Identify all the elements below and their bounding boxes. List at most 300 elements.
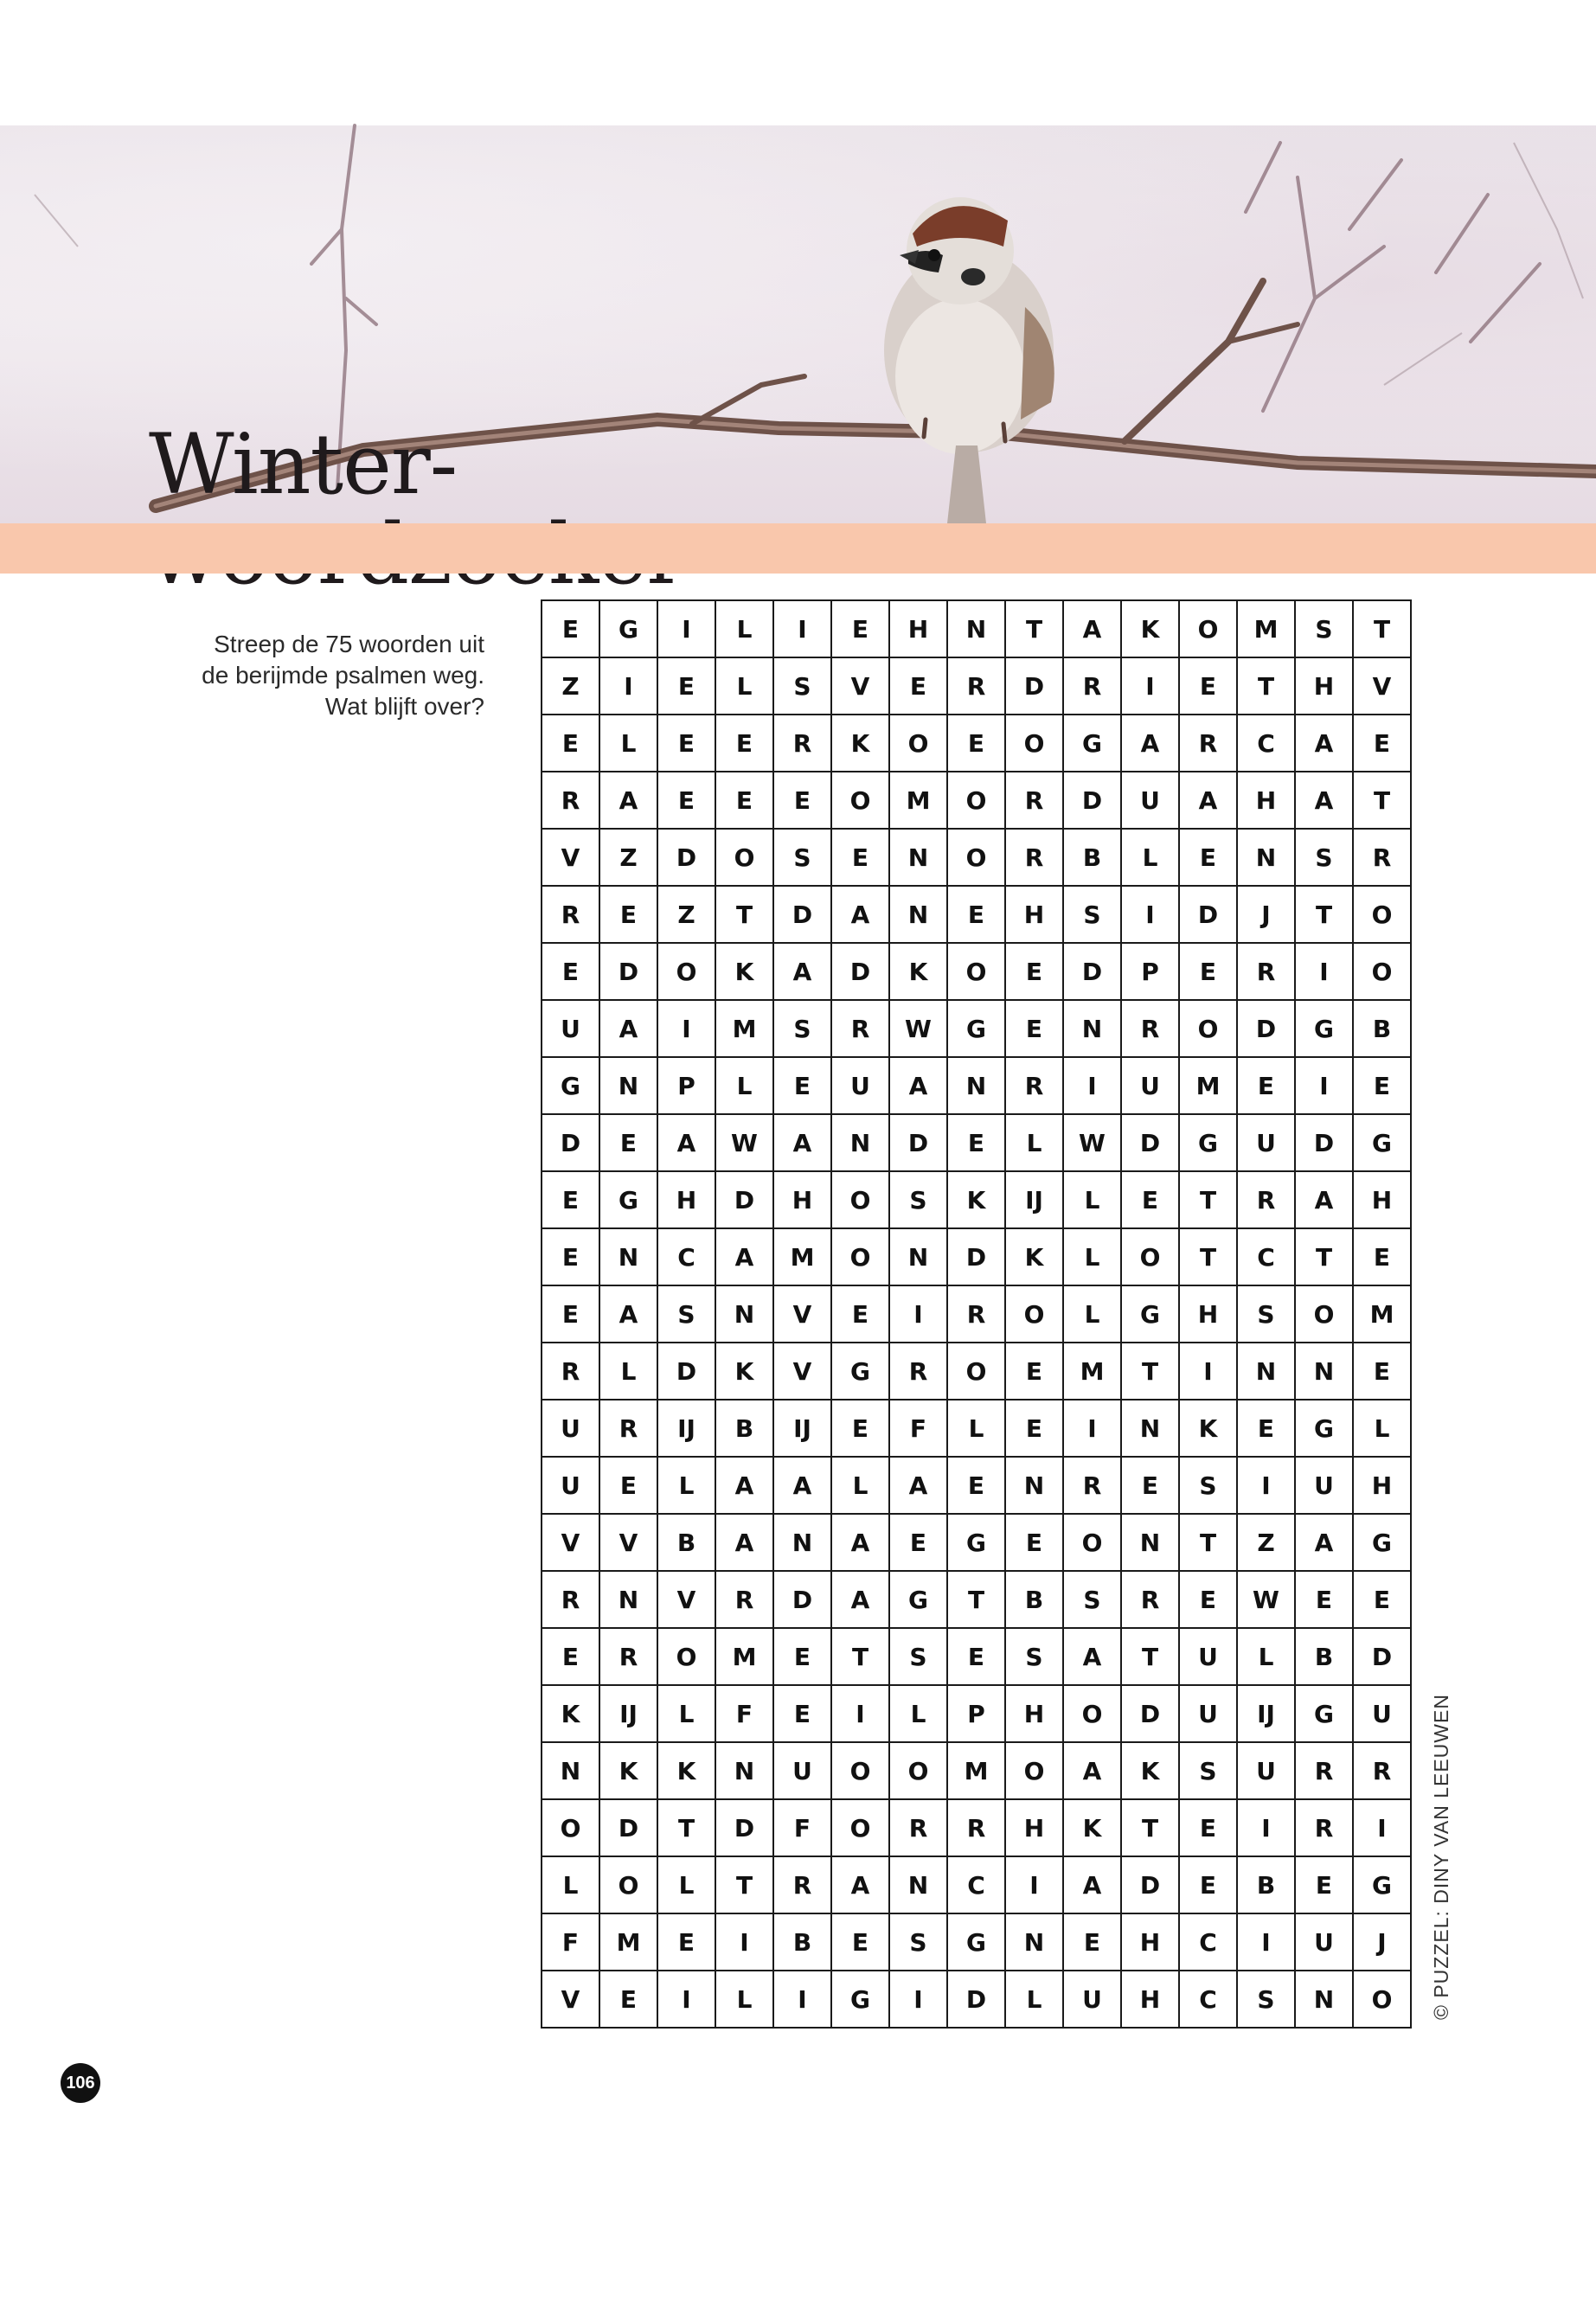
grid-cell[interactable]: A bbox=[773, 943, 831, 1000]
grid-cell[interactable]: C bbox=[1237, 1228, 1295, 1285]
grid-cell[interactable]: F bbox=[542, 1913, 599, 1971]
grid-cell[interactable]: L bbox=[715, 657, 773, 715]
grid-cell[interactable]: A bbox=[889, 1057, 947, 1114]
grid-cell[interactable]: P bbox=[1121, 943, 1179, 1000]
grid-cell[interactable]: T bbox=[1179, 1228, 1237, 1285]
grid-cell[interactable]: I bbox=[831, 1685, 889, 1742]
grid-cell[interactable]: B bbox=[1295, 1628, 1353, 1685]
grid-cell[interactable]: T bbox=[831, 1628, 889, 1685]
grid-cell[interactable]: N bbox=[1295, 1343, 1353, 1400]
grid-cell[interactable]: C bbox=[1179, 1971, 1237, 2028]
grid-cell[interactable]: L bbox=[542, 1856, 599, 1913]
grid-cell[interactable]: L bbox=[599, 1343, 657, 1400]
grid-cell[interactable]: E bbox=[1237, 1057, 1295, 1114]
grid-cell[interactable]: A bbox=[1295, 715, 1353, 772]
grid-cell[interactable]: R bbox=[947, 1799, 1005, 1856]
grid-cell[interactable]: N bbox=[947, 1057, 1005, 1114]
grid-cell[interactable]: G bbox=[542, 1057, 599, 1114]
grid-cell[interactable]: N bbox=[889, 886, 947, 943]
grid-cell[interactable]: M bbox=[1237, 600, 1295, 657]
grid-cell[interactable]: M bbox=[773, 1228, 831, 1285]
grid-cell[interactable]: A bbox=[657, 1114, 715, 1171]
grid-cell[interactable]: L bbox=[889, 1685, 947, 1742]
grid-cell[interactable]: U bbox=[1121, 772, 1179, 829]
grid-cell[interactable]: H bbox=[1005, 1799, 1063, 1856]
grid-cell[interactable]: U bbox=[542, 1457, 599, 1514]
grid-cell[interactable]: E bbox=[1179, 829, 1237, 886]
grid-cell[interactable]: P bbox=[947, 1685, 1005, 1742]
grid-cell[interactable]: I bbox=[1295, 943, 1353, 1000]
grid-cell[interactable]: A bbox=[1063, 1628, 1121, 1685]
grid-cell[interactable]: G bbox=[599, 600, 657, 657]
grid-cell[interactable]: D bbox=[831, 943, 889, 1000]
grid-cell[interactable]: R bbox=[1295, 1799, 1353, 1856]
grid-cell[interactable]: K bbox=[599, 1742, 657, 1799]
grid-cell[interactable]: O bbox=[947, 772, 1005, 829]
grid-cell[interactable]: I bbox=[1295, 1057, 1353, 1114]
grid-cell[interactable]: O bbox=[831, 772, 889, 829]
grid-cell[interactable]: O bbox=[542, 1799, 599, 1856]
grid-cell[interactable]: G bbox=[1063, 715, 1121, 772]
grid-cell[interactable]: K bbox=[657, 1742, 715, 1799]
grid-cell[interactable]: O bbox=[1353, 1971, 1411, 2028]
grid-cell[interactable]: E bbox=[1063, 1913, 1121, 1971]
grid-cell[interactable]: O bbox=[1179, 1000, 1237, 1057]
grid-cell[interactable]: A bbox=[831, 1514, 889, 1571]
grid-cell[interactable]: V bbox=[773, 1343, 831, 1400]
grid-cell[interactable]: E bbox=[542, 1628, 599, 1685]
grid-cell[interactable]: D bbox=[1295, 1114, 1353, 1171]
grid-cell[interactable]: E bbox=[1353, 1343, 1411, 1400]
grid-cell[interactable]: IJ bbox=[1005, 1171, 1063, 1228]
grid-cell[interactable]: Z bbox=[657, 886, 715, 943]
grid-cell[interactable]: B bbox=[657, 1514, 715, 1571]
grid-cell[interactable]: L bbox=[1063, 1171, 1121, 1228]
grid-cell[interactable]: S bbox=[889, 1171, 947, 1228]
grid-cell[interactable]: E bbox=[947, 1628, 1005, 1685]
grid-cell[interactable]: O bbox=[1121, 1228, 1179, 1285]
grid-cell[interactable]: N bbox=[889, 1228, 947, 1285]
grid-cell[interactable]: E bbox=[773, 772, 831, 829]
grid-cell[interactable]: O bbox=[1063, 1685, 1121, 1742]
grid-cell[interactable]: E bbox=[715, 715, 773, 772]
grid-cell[interactable]: M bbox=[1063, 1343, 1121, 1400]
grid-cell[interactable]: A bbox=[773, 1457, 831, 1514]
grid-cell[interactable]: R bbox=[542, 1343, 599, 1400]
grid-cell[interactable]: L bbox=[1121, 829, 1179, 886]
grid-cell[interactable]: E bbox=[599, 1457, 657, 1514]
grid-cell[interactable]: E bbox=[599, 1114, 657, 1171]
grid-cell[interactable]: E bbox=[1295, 1571, 1353, 1628]
grid-cell[interactable]: D bbox=[599, 943, 657, 1000]
grid-cell[interactable]: N bbox=[889, 829, 947, 886]
grid-cell[interactable]: I bbox=[773, 1971, 831, 2028]
grid-cell[interactable]: O bbox=[889, 715, 947, 772]
grid-cell[interactable]: R bbox=[1005, 772, 1063, 829]
grid-cell[interactable]: D bbox=[542, 1114, 599, 1171]
grid-cell[interactable]: N bbox=[599, 1057, 657, 1114]
grid-cell[interactable]: N bbox=[715, 1285, 773, 1343]
grid-cell[interactable]: O bbox=[1005, 1742, 1063, 1799]
grid-cell[interactable]: D bbox=[773, 1571, 831, 1628]
grid-cell[interactable]: E bbox=[657, 657, 715, 715]
grid-cell[interactable]: H bbox=[889, 600, 947, 657]
grid-cell[interactable]: A bbox=[599, 772, 657, 829]
grid-cell[interactable]: N bbox=[1237, 1343, 1295, 1400]
grid-cell[interactable]: S bbox=[889, 1913, 947, 1971]
grid-cell[interactable]: U bbox=[1237, 1114, 1295, 1171]
grid-cell[interactable]: C bbox=[1179, 1913, 1237, 1971]
grid-cell[interactable]: E bbox=[1005, 1514, 1063, 1571]
grid-cell[interactable]: H bbox=[1353, 1171, 1411, 1228]
grid-cell[interactable]: R bbox=[1179, 715, 1237, 772]
grid-cell[interactable]: O bbox=[657, 943, 715, 1000]
grid-cell[interactable]: A bbox=[715, 1228, 773, 1285]
grid-cell[interactable]: N bbox=[715, 1742, 773, 1799]
grid-cell[interactable]: A bbox=[1179, 772, 1237, 829]
grid-cell[interactable]: N bbox=[1295, 1971, 1353, 2028]
grid-cell[interactable]: S bbox=[773, 1000, 831, 1057]
grid-cell[interactable]: O bbox=[831, 1742, 889, 1799]
grid-cell[interactable]: L bbox=[715, 1971, 773, 2028]
grid-cell[interactable]: L bbox=[715, 1057, 773, 1114]
grid-cell[interactable]: E bbox=[773, 1685, 831, 1742]
grid-cell[interactable]: E bbox=[889, 1514, 947, 1571]
grid-cell[interactable]: E bbox=[947, 715, 1005, 772]
grid-cell[interactable]: N bbox=[599, 1228, 657, 1285]
grid-cell[interactable]: R bbox=[599, 1628, 657, 1685]
grid-cell[interactable]: G bbox=[831, 1971, 889, 2028]
grid-cell[interactable]: N bbox=[773, 1514, 831, 1571]
grid-cell[interactable]: E bbox=[889, 657, 947, 715]
grid-cell[interactable]: U bbox=[1179, 1628, 1237, 1685]
grid-cell[interactable]: T bbox=[657, 1799, 715, 1856]
grid-cell[interactable]: F bbox=[773, 1799, 831, 1856]
grid-cell[interactable]: D bbox=[773, 886, 831, 943]
grid-cell[interactable]: T bbox=[715, 1856, 773, 1913]
grid-cell[interactable]: D bbox=[1063, 772, 1121, 829]
grid-cell[interactable]: R bbox=[831, 1000, 889, 1057]
grid-cell[interactable]: I bbox=[657, 600, 715, 657]
grid-cell[interactable]: R bbox=[1063, 657, 1121, 715]
grid-cell[interactable]: A bbox=[889, 1457, 947, 1514]
grid-cell[interactable]: D bbox=[599, 1799, 657, 1856]
grid-cell[interactable]: E bbox=[542, 715, 599, 772]
grid-cell[interactable]: E bbox=[599, 886, 657, 943]
grid-cell[interactable]: G bbox=[889, 1571, 947, 1628]
grid-cell[interactable]: W bbox=[715, 1114, 773, 1171]
grid-cell[interactable]: V bbox=[1353, 657, 1411, 715]
grid-cell[interactable]: T bbox=[1005, 600, 1063, 657]
grid-cell[interactable]: E bbox=[1179, 943, 1237, 1000]
grid-cell[interactable]: K bbox=[889, 943, 947, 1000]
grid-cell[interactable]: I bbox=[1237, 1457, 1295, 1514]
grid-cell[interactable]: L bbox=[657, 1685, 715, 1742]
grid-cell[interactable]: T bbox=[1295, 1228, 1353, 1285]
grid-cell[interactable]: T bbox=[1121, 1799, 1179, 1856]
grid-cell[interactable]: V bbox=[542, 1514, 599, 1571]
grid-cell[interactable]: B bbox=[1353, 1000, 1411, 1057]
grid-cell[interactable]: E bbox=[1353, 1571, 1411, 1628]
grid-cell[interactable]: I bbox=[889, 1971, 947, 2028]
grid-cell[interactable]: G bbox=[1179, 1114, 1237, 1171]
grid-cell[interactable]: I bbox=[1353, 1799, 1411, 1856]
grid-cell[interactable]: L bbox=[1063, 1285, 1121, 1343]
grid-cell[interactable]: M bbox=[889, 772, 947, 829]
grid-cell[interactable]: L bbox=[1005, 1114, 1063, 1171]
grid-cell[interactable]: A bbox=[773, 1114, 831, 1171]
grid-cell[interactable]: M bbox=[947, 1742, 1005, 1799]
grid-cell[interactable]: O bbox=[1295, 1285, 1353, 1343]
grid-cell[interactable]: E bbox=[1005, 1343, 1063, 1400]
grid-cell[interactable]: I bbox=[773, 600, 831, 657]
grid-cell[interactable]: U bbox=[1063, 1971, 1121, 2028]
grid-cell[interactable]: R bbox=[1353, 1742, 1411, 1799]
grid-cell[interactable]: A bbox=[831, 886, 889, 943]
grid-cell[interactable]: E bbox=[831, 1400, 889, 1457]
grid-cell[interactable]: A bbox=[1063, 1742, 1121, 1799]
grid-cell[interactable]: D bbox=[1121, 1685, 1179, 1742]
grid-cell[interactable]: P bbox=[657, 1057, 715, 1114]
grid-cell[interactable]: E bbox=[542, 1228, 599, 1285]
grid-cell[interactable]: I bbox=[1179, 1343, 1237, 1400]
grid-cell[interactable]: E bbox=[599, 1971, 657, 2028]
grid-cell[interactable]: I bbox=[1121, 657, 1179, 715]
grid-cell[interactable]: N bbox=[1063, 1000, 1121, 1057]
grid-cell[interactable]: D bbox=[1121, 1114, 1179, 1171]
grid-cell[interactable]: I bbox=[1063, 1400, 1121, 1457]
grid-cell[interactable]: V bbox=[599, 1514, 657, 1571]
grid-cell[interactable]: A bbox=[1063, 600, 1121, 657]
grid-cell[interactable]: S bbox=[1237, 1285, 1295, 1343]
grid-cell[interactable]: R bbox=[1121, 1571, 1179, 1628]
grid-cell[interactable]: O bbox=[1063, 1514, 1121, 1571]
grid-cell[interactable]: E bbox=[542, 943, 599, 1000]
grid-cell[interactable]: D bbox=[657, 829, 715, 886]
grid-cell[interactable]: D bbox=[1063, 943, 1121, 1000]
grid-cell[interactable]: G bbox=[947, 1514, 1005, 1571]
grid-cell[interactable]: E bbox=[1179, 1856, 1237, 1913]
grid-cell[interactable]: O bbox=[1353, 943, 1411, 1000]
grid-cell[interactable]: L bbox=[831, 1457, 889, 1514]
grid-cell[interactable]: U bbox=[1237, 1742, 1295, 1799]
grid-cell[interactable]: V bbox=[542, 829, 599, 886]
grid-cell[interactable]: E bbox=[773, 1057, 831, 1114]
grid-cell[interactable]: T bbox=[1121, 1628, 1179, 1685]
grid-cell[interactable]: M bbox=[1353, 1285, 1411, 1343]
grid-cell[interactable]: Z bbox=[599, 829, 657, 886]
grid-cell[interactable]: U bbox=[1353, 1685, 1411, 1742]
grid-cell[interactable]: L bbox=[599, 715, 657, 772]
grid-cell[interactable]: H bbox=[1121, 1971, 1179, 2028]
grid-cell[interactable]: H bbox=[1179, 1285, 1237, 1343]
grid-cell[interactable]: F bbox=[889, 1400, 947, 1457]
grid-cell[interactable]: O bbox=[1005, 715, 1063, 772]
grid-cell[interactable]: E bbox=[1005, 1000, 1063, 1057]
grid-cell[interactable]: L bbox=[657, 1457, 715, 1514]
grid-cell[interactable]: I bbox=[1121, 886, 1179, 943]
grid-cell[interactable]: I bbox=[657, 1000, 715, 1057]
grid-cell[interactable]: H bbox=[1005, 886, 1063, 943]
grid-cell[interactable]: A bbox=[1295, 1171, 1353, 1228]
grid-cell[interactable]: H bbox=[1237, 772, 1295, 829]
grid-cell[interactable]: H bbox=[773, 1171, 831, 1228]
grid-cell[interactable]: R bbox=[947, 657, 1005, 715]
grid-cell[interactable]: R bbox=[1063, 1457, 1121, 1514]
grid-cell[interactable]: W bbox=[1237, 1571, 1295, 1628]
grid-cell[interactable]: K bbox=[715, 1343, 773, 1400]
grid-cell[interactable]: L bbox=[947, 1400, 1005, 1457]
grid-cell[interactable]: M bbox=[715, 1000, 773, 1057]
grid-cell[interactable]: J bbox=[1237, 886, 1295, 943]
grid-cell[interactable]: G bbox=[831, 1343, 889, 1400]
grid-cell[interactable]: E bbox=[1295, 1856, 1353, 1913]
grid-cell[interactable]: T bbox=[1353, 772, 1411, 829]
grid-cell[interactable]: I bbox=[889, 1285, 947, 1343]
grid-cell[interactable]: E bbox=[1179, 657, 1237, 715]
grid-cell[interactable]: T bbox=[715, 886, 773, 943]
grid-cell[interactable]: A bbox=[1295, 772, 1353, 829]
grid-cell[interactable]: S bbox=[1063, 1571, 1121, 1628]
grid-cell[interactable]: B bbox=[1063, 829, 1121, 886]
grid-cell[interactable]: E bbox=[947, 886, 1005, 943]
grid-cell[interactable]: R bbox=[889, 1343, 947, 1400]
grid-cell[interactable]: E bbox=[1179, 1571, 1237, 1628]
grid-cell[interactable]: S bbox=[1063, 886, 1121, 943]
grid-cell[interactable]: D bbox=[657, 1343, 715, 1400]
grid-cell[interactable]: D bbox=[1005, 657, 1063, 715]
grid-cell[interactable]: D bbox=[889, 1114, 947, 1171]
grid-cell[interactable]: N bbox=[1121, 1514, 1179, 1571]
grid-cell[interactable]: N bbox=[889, 1856, 947, 1913]
grid-cell[interactable]: K bbox=[947, 1171, 1005, 1228]
grid-cell[interactable]: G bbox=[1353, 1114, 1411, 1171]
grid-cell[interactable]: I bbox=[1005, 1856, 1063, 1913]
grid-cell[interactable]: E bbox=[542, 1285, 599, 1343]
grid-cell[interactable]: G bbox=[1353, 1514, 1411, 1571]
grid-cell[interactable]: E bbox=[1121, 1457, 1179, 1514]
grid-cell[interactable]: E bbox=[947, 1457, 1005, 1514]
grid-cell[interactable]: S bbox=[1179, 1742, 1237, 1799]
grid-cell[interactable]: S bbox=[1295, 829, 1353, 886]
grid-cell[interactable]: L bbox=[1063, 1228, 1121, 1285]
grid-cell[interactable]: H bbox=[1121, 1913, 1179, 1971]
grid-cell[interactable]: N bbox=[831, 1114, 889, 1171]
grid-cell[interactable]: E bbox=[831, 600, 889, 657]
grid-cell[interactable]: O bbox=[831, 1171, 889, 1228]
grid-cell[interactable]: B bbox=[1005, 1571, 1063, 1628]
grid-cell[interactable]: A bbox=[599, 1285, 657, 1343]
grid-cell[interactable]: O bbox=[1353, 886, 1411, 943]
grid-cell[interactable]: U bbox=[1295, 1457, 1353, 1514]
grid-cell[interactable]: T bbox=[1237, 657, 1295, 715]
grid-cell[interactable]: E bbox=[542, 600, 599, 657]
grid-cell[interactable]: A bbox=[715, 1457, 773, 1514]
grid-cell[interactable]: C bbox=[947, 1856, 1005, 1913]
grid-cell[interactable]: M bbox=[715, 1628, 773, 1685]
grid-cell[interactable]: E bbox=[773, 1628, 831, 1685]
grid-cell[interactable]: E bbox=[1005, 943, 1063, 1000]
grid-cell[interactable]: O bbox=[831, 1799, 889, 1856]
grid-cell[interactable]: N bbox=[947, 600, 1005, 657]
grid-cell[interactable]: H bbox=[1295, 657, 1353, 715]
grid-cell[interactable]: O bbox=[947, 943, 1005, 1000]
grid-cell[interactable]: S bbox=[1237, 1971, 1295, 2028]
grid-cell[interactable]: F bbox=[715, 1685, 773, 1742]
grid-cell[interactable]: G bbox=[947, 1913, 1005, 1971]
grid-cell[interactable]: I bbox=[1237, 1799, 1295, 1856]
grid-cell[interactable]: S bbox=[889, 1628, 947, 1685]
grid-cell[interactable]: N bbox=[599, 1571, 657, 1628]
grid-cell[interactable]: T bbox=[1179, 1514, 1237, 1571]
grid-cell[interactable]: H bbox=[657, 1171, 715, 1228]
grid-cell[interactable]: L bbox=[1005, 1971, 1063, 2028]
grid-cell[interactable]: R bbox=[542, 886, 599, 943]
grid-cell[interactable]: G bbox=[1295, 1000, 1353, 1057]
grid-cell[interactable]: A bbox=[1121, 715, 1179, 772]
grid-cell[interactable]: S bbox=[773, 829, 831, 886]
grid-cell[interactable]: U bbox=[1179, 1685, 1237, 1742]
grid-cell[interactable]: T bbox=[947, 1571, 1005, 1628]
grid-cell[interactable]: O bbox=[1005, 1285, 1063, 1343]
grid-cell[interactable]: E bbox=[1237, 1400, 1295, 1457]
grid-cell[interactable]: L bbox=[715, 600, 773, 657]
grid-cell[interactable]: R bbox=[1353, 829, 1411, 886]
grid-cell[interactable]: T bbox=[1179, 1171, 1237, 1228]
grid-cell[interactable]: L bbox=[1353, 1400, 1411, 1457]
grid-cell[interactable]: U bbox=[1121, 1057, 1179, 1114]
grid-cell[interactable]: J bbox=[1353, 1913, 1411, 1971]
grid-cell[interactable]: O bbox=[657, 1628, 715, 1685]
grid-cell[interactable]: H bbox=[1353, 1457, 1411, 1514]
grid-cell[interactable]: W bbox=[889, 1000, 947, 1057]
grid-cell[interactable]: V bbox=[542, 1971, 599, 2028]
grid-cell[interactable]: M bbox=[1179, 1057, 1237, 1114]
grid-cell[interactable]: I bbox=[599, 657, 657, 715]
grid-cell[interactable]: E bbox=[657, 715, 715, 772]
grid-cell[interactable]: B bbox=[1237, 1856, 1295, 1913]
grid-cell[interactable]: K bbox=[1005, 1228, 1063, 1285]
grid-cell[interactable]: IJ bbox=[599, 1685, 657, 1742]
grid-cell[interactable]: H bbox=[1005, 1685, 1063, 1742]
grid-cell[interactable]: K bbox=[1179, 1400, 1237, 1457]
grid-cell[interactable]: O bbox=[831, 1228, 889, 1285]
grid-cell[interactable]: S bbox=[773, 657, 831, 715]
grid-cell[interactable]: A bbox=[599, 1000, 657, 1057]
grid-cell[interactable]: E bbox=[657, 1913, 715, 1971]
grid-cell[interactable]: K bbox=[715, 943, 773, 1000]
grid-cell[interactable]: W bbox=[1063, 1114, 1121, 1171]
grid-cell[interactable]: E bbox=[1005, 1400, 1063, 1457]
grid-cell[interactable]: N bbox=[1237, 829, 1295, 886]
grid-cell[interactable]: R bbox=[542, 772, 599, 829]
grid-cell[interactable]: O bbox=[947, 829, 1005, 886]
grid-cell[interactable]: G bbox=[1295, 1685, 1353, 1742]
grid-cell[interactable]: T bbox=[1121, 1343, 1179, 1400]
grid-cell[interactable]: S bbox=[1005, 1628, 1063, 1685]
grid-cell[interactable]: K bbox=[831, 715, 889, 772]
grid-cell[interactable]: E bbox=[657, 772, 715, 829]
grid-cell[interactable]: R bbox=[1237, 1171, 1295, 1228]
grid-cell[interactable]: R bbox=[1237, 943, 1295, 1000]
grid-cell[interactable]: U bbox=[1295, 1913, 1353, 1971]
grid-cell[interactable]: R bbox=[889, 1799, 947, 1856]
grid-cell[interactable]: A bbox=[831, 1571, 889, 1628]
grid-cell[interactable]: K bbox=[542, 1685, 599, 1742]
grid-cell[interactable]: B bbox=[715, 1400, 773, 1457]
grid-cell[interactable]: O bbox=[947, 1343, 1005, 1400]
grid-cell[interactable]: G bbox=[1121, 1285, 1179, 1343]
